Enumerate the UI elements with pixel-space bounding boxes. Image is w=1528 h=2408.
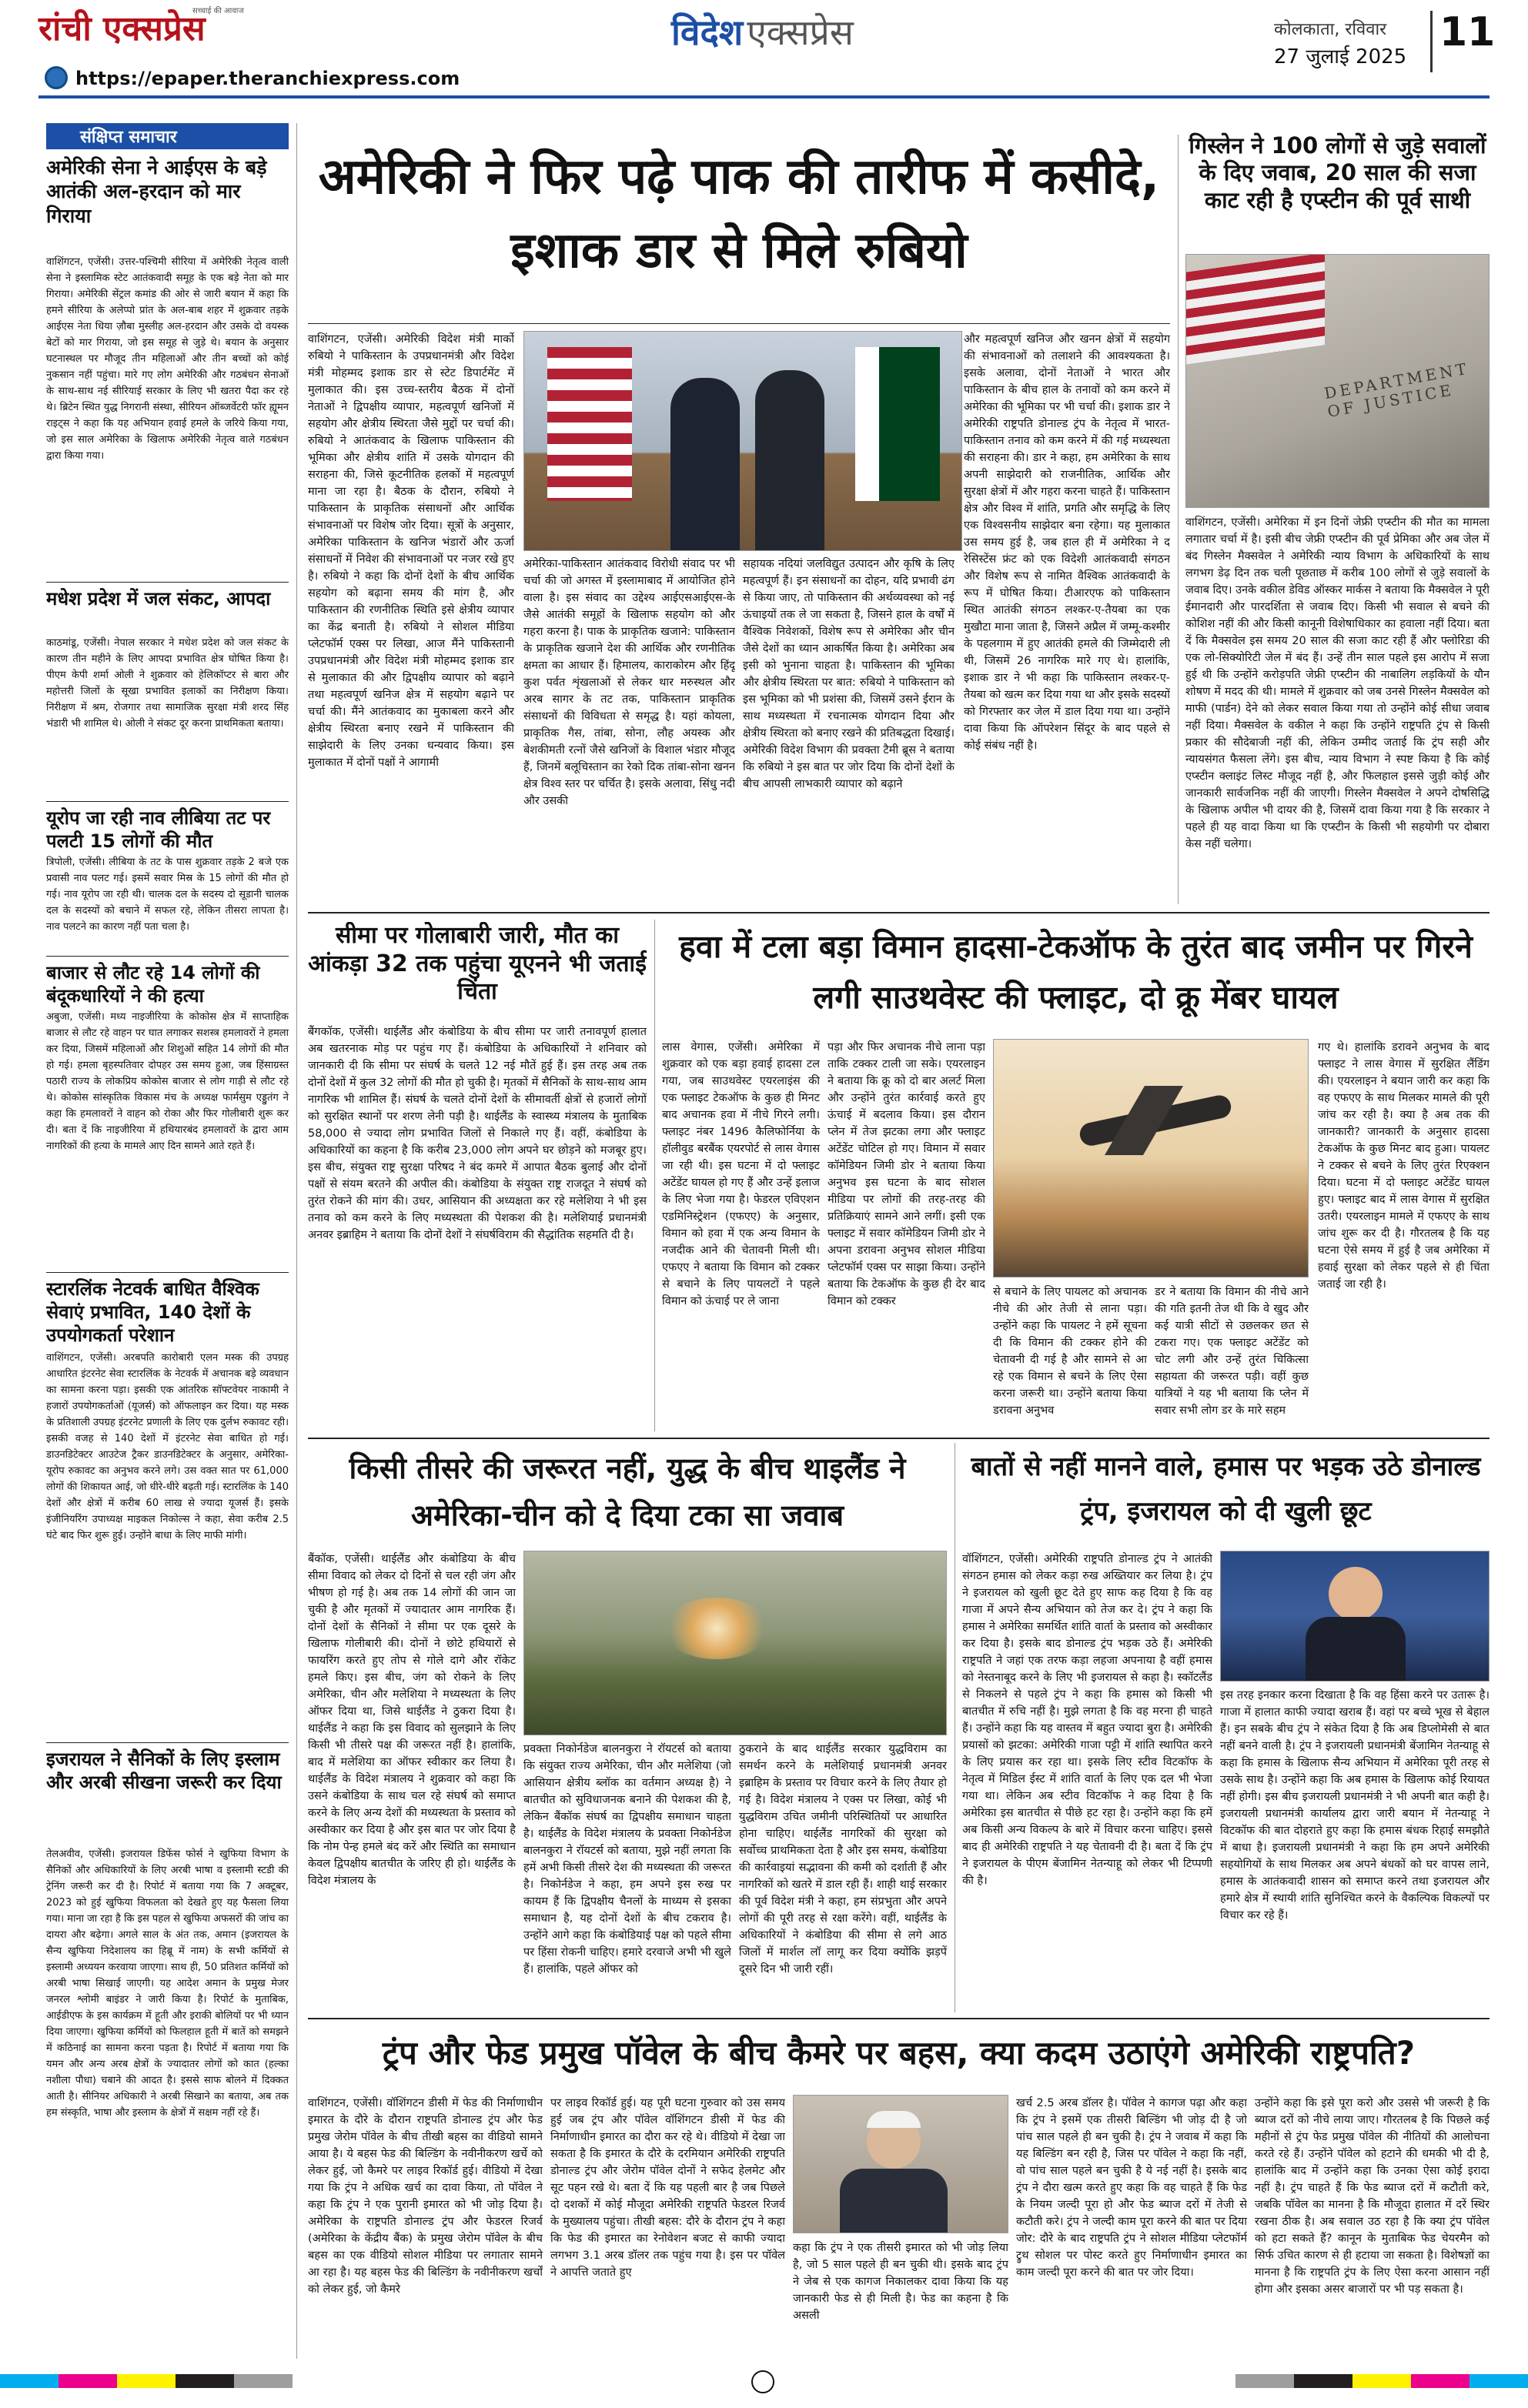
epstein-body: वाशिंगटन, एजेंसी। अमेरिका में इन दिनों जेफ्री एप्स्टीन की मौत का मामला लगातार चर्चा में है। इसी बीच जेफ्री एप्स्टीन की पूर्व प्रेमिका और अब जेल में बंद गिस्लेन मैक्सवेल ने अमेरिकी न्याय विभाग के अधिकारियों के साथ लगभग डेढ़ दिन तक चली पूछताछ में करीब 100 लोगों से जुड़े सवालों के जवाब दिए। उनके वकील डेविड ऑस्कर मार्कस ने बताया कि मैक्सवेल ने पूरी ईमानदारी और पारदर्शिता से जवाब दिए। किसी भी सवाल से बचने की कोशिश नहीं की और किसी कानूनी विशेषाधिकार का हवाला नहीं दिया। बता दें कि मैक्सवेल इस समय 20 साल की सजा काट रही हैं और फ्लोरिडा की एक लो-सिक्योरिटी जेल में बंद हैं। उन्हें तीन साल पहले इस आरोप में सजा हुई थी कि उन्होंने करोड़पति जेफ्री एप्स्टीन की नाबालिग लड़कियों के यौन शोषण में मदद की थी। मामले में शुक्रवार को जब उनसे गिस्लेन मैक्सवेल को माफी (पार्डन) देने को लेकर सवाल किया गया तो उन्होंने कोई सीधा जवाब नहीं दिया। मैक्सवेल के वकील ने कहा कि उन्होंने राष्ट्रपति ट्रंप से किसी प्रकार की सौदेबाजी नहीं की, लेकिन उम्मीद जताई कि ट्रंप सही और न्यायसंगत फैसला लेंगे। इस बीच, न्याय विभाग ने स्पष्ट किया है कि कोई एप्स्टीन क्लाइंट लिस्ट मौजूद नहीं है, और फिलहाल इससे जुड़ी कोई और जानकारी सार्वजनिक नहीं की जाएगी। गिस्लेन मैक्सवेल ने अपने दोषसिद्धि के खिलाफ अपील भी दायर की है, जिसमें दावा किया गया है कि सरकार ने पहले ही यह वादा किया था कि एप्स्टीन के किसी भी सहयोगी पर दोबारा केस नहीं चलेगा।	[1185, 516, 1490, 850]
plane-column: से बचाने के लिए पायलट को अचानक नीचे की ओर तेजी से लाना पड़ा। उन्होंने कहा कि पायलट ने हमें सूचना दी कि विमान की टक्कर होने की चेतावनी दी गई है और सामने से आ रहे एक विमान से बचने के लिए ऐसा करना जरूरी था। उन्होंने बताया किया डरावना अनुभव	[993, 1286, 1147, 1417]
globe-icon	[45, 66, 68, 89]
brief-body: वाशिंगटन, एजेंसी। अरबपति कारोबारी एलन मस्क की उपग्रह आधारित इंटरनेट सेवा स्टारलिंक के नेटवर्क में अचानक बड़े व्यवधान का सामना करना पड़ा। इसकी एक आंतरिक सॉफ्टवेयर नाकामी ने हजारों उपयोगकर्ताओं (यूजर्स) को ऑफलाइन कर दिया। यह मस्क के प्रतिशाली उपग्रह इंटरनेट प्रणाली के लिए एक दुर्लभ रुकावट रही। इसकी वजह से 140 देशों में इंटरनेट सेवा बाधित हो गई। डाउनडिटेक्टर आउटेज ट्रैकर डाउनडिटेक्टर के अनुसार, अमेरिका-यूरोप रुकावट का अनुभव करने लगे। उस वक्त सात पर 61,000 लोगों की शिकायत आई, जो धीरे-धीरे बढ़ती गई। स्टारलिंक के 140 देशों और क्षेत्रों में करीब 60 लाख से ज्यादा यूजर्स हैं। इसके इंजीनियरिंग उपाध्यक्ष माइकल निकोल्स ने कहा, सेवा करीब 2.5 घंटे बाद फिर शुरू हुई। उन्होंने बाधा के लिए माफी मांगी।	[46, 1352, 289, 1541]
powell-column: पर लाइव रिकॉर्ड हुई। यह पूरी घटना गुरुवार को उस समय हुई जब ट्रंप और पॉवेल वॉशिंगटन डीसी में फेड की निर्माणाधीन इमारत का दौरा कर रहे थे। वीडियो में देखा जा सकता है कि इमारत के दौरे के दरमियान अमेरिकी राष्ट्रपति डोनाल्ड ट्रंप और जेरोम पॉवेल दोनों ने सफेद हेलमेट और सूट पहन रखे थे। बता दें कि यह पहली बार है जब पिछले दो दशकों में कोई मौजूदा अमेरिकी राष्ट्रपति फेडरल रिजर्व के मुख्यालय पहुंचा। तीखी बहस: दौरे के दौरान ट्रंप ने कहा कि फेड की इमारत का रेनोवेशन बजट से काफी ज्यादा लगभग 3.1 अरब डॉलर तक पहुंच गया है। इस पर पॉवेल ने आपत्ति जताते हुए	[550, 2097, 785, 2279]
plane-headline: हवा में टला बड़ा विमान हादसा-टेकऑफ के तुरंत बाद जमीन पर गिरने लगी साउथवेस्ट की फ्लाइट, दो क्रू मेंबर घायल	[679, 928, 1473, 1016]
epstein-photo	[1185, 254, 1490, 508]
section-rule	[308, 912, 1490, 913]
plane-column: पड़ा और फिर अचानक नीचे लाना पड़ा ताकि टक्कर टाली जा सके। एयरलाइन ने बताया कि क्रू को दो बार अलर्ट मिला और उन्होंने तुरंत कार्रवाई करते हुए ऊंचाई में बदलाव किया। इस दौरान प्लेन में तेज झटका लगा और फ्लाइट अटेंडेंट चोटिल हो गए। विमान में सवार कॉमेडियन जिमी डोर ने बताया किया अनुभव इस घटना के बाद सोशल मीडिया पर लोगों की तरह-तरह की प्रतिक्रियाएं सामने आने लगीं। इसी एक फ्लाइट में सवार कॉमेडियन जिमी डोर ने अपना डरावना अनुभव सोशल मीडिया प्लेटफॉर्म एक्स पर साझा किया। उन्होंने बताया कि टेकऑफ के कुछ ही देर बाद विमान को टक्कर	[828, 1041, 985, 1308]
brief-title: स्टारलिंक नेटवर्क बाधित वैश्विक सेवाएं प्रभावित, 140 देशों के उपयोगकर्ता परेशान	[46, 1278, 259, 1346]
brief-title: बाजार से लौट रहे 14 लोगों की बंदूकधारियों ने की हत्या	[46, 962, 260, 1007]
brief-divider	[46, 956, 289, 957]
brief-title: मधेश प्रदेश में जल संकट, आपदा	[46, 588, 271, 610]
lead-photo	[523, 331, 962, 551]
color-bar-right	[1235, 2374, 1528, 2388]
sidebar	[46, 123, 289, 2363]
hamas-headline: बातों से नहीं मानने वाले, हमास पर भड़क उठे डोनाल्ड ट्रंप, इजरायल को दी खुली छूट	[971, 1451, 1481, 1527]
logo-text: रांची एक्सप्रेस	[38, 9, 206, 48]
thailand-photo	[523, 1551, 947, 1735]
sidebar-header-label: संक्षिप्त समाचार	[80, 128, 177, 147]
section-title-a: विदेश	[671, 12, 744, 53]
brief-body: तेलअवीव, एजेंसी। इजरायल डिफेंस फोर्स ने खुफिया विभाग के सैनिकों और अधिकारियों के लिए अरबी भाषा व इस्लामी स्टडी की ट्रेनिंग जरूरी कर दी है। रिपोर्ट में बताया गया कि 7 अक्टूबर, 2023 को हुई खुफिया विफलता को देखते हुए यह फैसला लिया गया। माना जा रहा है कि इस पहल से खुफिया अफसरों की जांच का दायरा और बढ़ेगा। अगले साल के अंत तक, अमान (इजरायल के सैन्य खुफिया निदेशालय का हिब्रू में नाम) के सभी कर्मियों से इस्लामी अध्ययन करवाया जाएगा। साथ ही, 50 प्रतिशत कर्मियों को अरबी भाषा सिखाई जाएगी। यह आदेश अमान के प्रमुख मेजर जनरल श्लोमी बाइंडर ने जारी किया है। रिपोर्ट के मुताबिक, आईडीएफ के इस कार्यक्रम में हूती और इराकी बोलियों पर भी ध्यान दिया जाएगा। खुफिया कर्मियों को फिलहाल हूती में बातें को समझने में कठिनाई का सामना करना पड़ता है। रिपोर्ट में बताया गया कि यमन और अन्य अरब क्षेत्रों के ज्यादातर लोगों को कात (हल्का नशीला पौधा) चबाने की आदत है। इससे साफ बोलने में दिक्कत आती है। सीनियर अधिकारी ने अरबी सिखाने का बताया, अब तक हम संस्कृति, भाषा और इस्लाम के क्षेत्रों में सक्षम नहीं रहे हैं।	[46, 1849, 289, 2119]
building-sign: DEPARTMENT OF JUSTICE	[1322, 359, 1471, 421]
thailand-headline: किसी तीसरे की जरूरत नहीं, युद्ध के बीच थाइलैंड ने अमेरिका-चीन को दे दिया टका सा जवाब	[349, 1451, 906, 1532]
column-divider	[1178, 135, 1179, 904]
lead-headline: अमेरिकी ने फिर पढ़े पाक की तारीफ में कसीदे, इशाक डार से मिले रुबियो	[318, 149, 1160, 279]
suit-icon	[840, 2169, 948, 2233]
date-line-1: कोलकाता, रविवार	[1274, 20, 1387, 39]
brief-body: अबुजा, एजेंसी। मध्य नाइजीरिया के कोकोस क्षेत्र में साप्ताहिक बाजार से लौट रहे वाहन पर घात लगाकर सशस्त्र हमलावरों ने हमला कर दिया, जिसमें महिलाओं और शिशुओं सहित 14 लोगों की मौत हो गई। हमला बृहस्पतिवार दोपहर उस समय हुआ, जब हिंसाग्रस्त पठारी राज्य के लोकप्रिय कोकोस बाजार से लोग गाड़ी से लौट रहे थे। कोकोस सांस्कृतिक विकास मंच के अध्यक्ष फार्मसुम एड्डुतंग ने कहा कि हमलावरों ने वाहन को रोका और फिर गोलीबारी शुरू कर दी। बता दें कि नाइजीरिया में हथियारबंद हमलावरों के द्वारा आम नागरिकों की हत्या के मामले आए दिन सामने आते रहते हैं।	[46, 1011, 289, 1152]
thailand-column: बैंकॉक, एजेंसी। थाईलैंड और कंबोडिया के बीच सीमा विवाद को लेकर दो दिनों से चल रही जंग और भीषण हो गई है। अब तक 14 लोगों की जान जा चुकी है और मृतकों में ज्यादातर आम नागरिक हैं। दोनों देशों के सैनिकों ने सीमा पर एक दूसरे के खिलाफ गोलीबारी की। दोनों ने छोटे हथियारों से फायरिंग करते हुए तोप से गोले दागे और रॉकेट हमले किए। इस बीच, जंग को रोकने के लिए अमेरिका, चीन और मलेशिया ने मध्यस्थता के लिए ऑफर दिया था, जिसे थाईलैंड ने ठुकरा दिया है। थाईलैंड ने कहा कि इस विवाद को सुलझाने के लिए किसी भी तीसरे पक्ष की जरूरत नहीं है। हालांकि, बाद में मलेशिया का ऑफर स्वीकार कर लिया है। थाईलैंड के विदेश मंत्रालय ने शुक्रवार को कहा कि उसने कंबोडिया के साथ चल रहे संघर्ष को समाप्त करने के लिए अन्य देशों की मध्यस्थता के प्रस्ताव को अस्वीकार कर दिया है और इस बात पर जोर दिया है कि नोम पेन्ह हमले बंद करें और स्थिति का समाधान केवल द्विपक्षीय बातचीत के जरिए ही हो। थाईलैंड के विदेश मंत्रालय के	[308, 1553, 516, 1887]
suit-icon	[1306, 1617, 1406, 1682]
border-body: बैंगकॉक, एजेंसी। थाईलैंड और कंबोडिया के बीच सीमा पर जारी तनावपूर्ण हालात अब खतरनाक मोड़ पर पहुंच गए हैं। कंबोडिया के अधिकारियों ने शनिवार को जानकारी दी कि सीमा पर संघर्ष के चलते 12 नई मौतें हुई हैं। इस तरह अब तक दोनों देशों में कुल 32 लोगों की मौत हो चुकी है। मृतकों में सैनिकों के साथ-साथ आम नागरिक भी शामिल हैं। संघर्ष के चलते दोनों देशों के सीमावर्ती क्षेत्रों से हजारों लोगों को सुरक्षित स्थानों पर शरण लेनी पड़ी है। थाईलैंड के स्वास्थ्य मंत्रालय के मुताबिक 58,000 से ज्यादा लोग प्रभावित जिलों से निकाले गए हैं। वहीं, कंबोडिया के अधिकारियों का कहना है कि करीब 23,000 लोग अपने घर छोड़ने को मजबूर हुए। इस बीच, संयुक्त राष्ट्र सुरक्षा परिषद ने बंद कमरे में आपात बैठक बुलाई और दोनों पक्षों से संयम बरतने की अपील की। कंबोडिया के संयुक्त राष्ट्र राजदूत ने संघर्ष को तुरंत रोकने की मांग की। उधर, आसियान की अध्यक्षता कर रहे मलेशिया ने भी इस तनाव को कम करने के लिए मध्यस्थता की पेशकश की है। मलेशियाई प्रधानमंत्री अनवर इब्राहिम ने बताया कि दोनों देशों ने संघर्षविराम की सैद्धांतिक सहमति दी है।	[308, 1026, 647, 1241]
explosion-icon	[663, 1598, 771, 1659]
hamas-photo	[1220, 1551, 1490, 1682]
lead-column: और महत्वपूर्ण खनिज और खनन क्षेत्रों में सहयोग की संभावनाओं को तलाशने की आवश्यकता है। इसके अलावा, दोनों नेताओं ने भारत और पाकिस्तान के बीच हाल के तनावों को कम करने में अमेरिका की भूमिका पर भी चर्चा की। इशाक डार ने अमेरिकी राष्ट्रपति डोनाल्ड ट्रंप के नेतृत्व में भारत-पाकिस्तान तनाव को कम करने में की गई मध्यस्थता की सराहना की। डार ने कहा, हम अमेरिका के साथ अपनी साझेदारी को राजनीतिक, आर्थिक और सुरक्षा क्षेत्रों में और गहरा करना चाहते हैं। पाकिस्तान क्षेत्र और विश्व में शांति, प्रगति और समृद्धि के लिए एक विश्वसनीय साझेदार बना रहेगा। यह मुलाकात उस समय हुई है, जब हाल ही में अमेरिका ने द रेसिस्टेंस फ्रंट को एक विदेशी आतंकवादी संगठन और विशेष रूप से नामित वैश्विक आतंकवादी के रूप में घोषित किया। टीआरएफ को पाकिस्तान स्थित आतंकी संगठन लश्कर-ए-तैयबा का एक मुखौटा माना जाता है, जिसने अप्रैल में जम्मू-कश्मीर के पहलगाम में हुए आतंकी हमले की जिम्मेदारी ली थी, जिसमें 26 नागरिक मारे गए थे। हालांकि, इशाक डार ने भी कहा कि पाकिस्तान लश्कर-ए-तैयबा को खत्म कर दिया गया था और इसके सदस्यों को गिरफ्तार कर जेल में डाल दिया गया था। उन्होंने दावा किया कि ऑपरेशन सिंदूर के बाद पहले से कोई संबंध नहीं है।	[964, 333, 1170, 752]
border-headline: सीमा पर गोलाबारी जारी, मौत का आंकड़ा 32 तक पहुंचा यूएनने भी जताई चिंता	[308, 922, 647, 1006]
brief-title: यूरोप जा रही नाव लीबिया तट पर पलटी 15 लोगों की मौत	[46, 807, 271, 852]
brief-body: वाशिंगटन, एजेंसी। उत्तर-पश्चिमी सीरिया में अमेरिकी नेतृत्व वाली सेना ने इस्लामिक स्टेट आतंकवादी समूह के एक बड़े नेता को मार गिराया। अमेरिकी सेंट्रल कमांड की ओर से जारी बयान में कहा कि हमने सीरिया के अलेप्पो प्रांत के अल-बाब शहर में शुक्रवार तड़के आईएस नेता धिया ज़ौबा मुस्लीह अल-हरदान और उसके दो वयस्क बेटों को मार गिराया, जो इस समूह से जुड़े थे। बयान के अनुसार घटनास्थल पर मौजूद तीन महिलाओं और तीन बच्चों को कोई नुकसान नहीं पहुंचा। मारे गए लोग अमेरिकी और गठबंधन सेनाओं के साथ-साथ नई सीरियाई सरकार के लिए भी खतरा पैदा कर रहे थे। ब्रिटेन स्थित युद्ध निगरानी संस्था, सीरियन ऑब्जर्वेटरी फॉर ह्यूमन राइट्स ने कहा कि यह अभियान हवाई हमले के जरिये किया गया, जो इस साल अमेरिका के खिलाफ अमेरिकी नेतृत्व वाले गठबंधन द्वारा किया गया।	[46, 256, 289, 462]
plane-column: लास वेगास, एजेंसी। अमेरिका में शुक्रवार को एक बड़ा हवाई हादसा टल गया, जब साउथवेस्ट एयरलाइंस की एक फ्लाइट टेकऑफ के कुछ ही मिनट बाद अचानक हवा में नीचे गिरने लगी। फ्लाइट नंबर 1496 कैलिफोर्निया के हॉलीवुड बरबैंक एयरपोर्ट से लास वेगास जा रही थी। इस घटना में दो फ्लाइट अटेंडेंट घायल हो गए हैं और उन्हें इलाज के लिए भेजा गया है। फेडरल एविएशन एडमिनिस्ट्रेशन (एफएए) के अनुसार, विमान को हवा में एक अन्य विमान के नजदीक आने की चेतावनी मिली थी। एफएए ने बताया कि विमान को टक्कर से बचाने के लिए पायलटों ने पहले विमान को ऊंचाई पर ले जाना	[662, 1041, 820, 1308]
section-rule	[308, 2018, 1490, 2019]
section-title-b: एक्सप्रेस	[747, 12, 854, 53]
sidebar-header	[46, 123, 289, 149]
page-divider	[1430, 11, 1433, 72]
epstein-headline: गिस्लेन ने 100 लोगों से जुड़े सवालों के दिए जवाब, 20 साल की सजा काट रही है एप्स्टीन की पूर्व साथी	[1189, 132, 1486, 213]
masthead-rule	[38, 95, 1490, 99]
section-title	[671, 8, 964, 62]
column-divider	[654, 920, 655, 1431]
brief-item	[46, 1277, 289, 1738]
powell-photo	[793, 2095, 1008, 2233]
logo	[38, 6, 293, 57]
powell-headline: ट्रंप और फेड प्रमुख पॉवेल के बीच कैमरे पर बहस, क्या कदम उठाएंगे अमेरिकी राष्ट्रपति?	[382, 2034, 1416, 2072]
brief-title: अमेरिकी सेना ने आईएस के बड़े आतंकी अल-हरदान को मार गिराया	[46, 156, 267, 227]
person-right-icon	[755, 370, 824, 551]
date-line-2: 27 जुलाई 2025	[1274, 45, 1407, 68]
brief-body: त्रिपोली, एजेंसी। लीबिया के तट के पास शुक्रवार तड़के 2 बजे एक प्रवासी नाव पलट गई। इसमें सवार मिस्र के 15 लोगों की मौत हो गई। नाव यूरोप जा रही थी। चालक दल के सदस्य दो सूडानी चालक दल के सदस्यों को बचाने में सफल रहे, लेकिन तीसरा लापता है। नाव पलटने का कारण नहीं पता चला है।	[46, 857, 289, 933]
hair-icon	[867, 2111, 921, 2128]
hamas-column: वॉशिंगटन, एजेंसी। अमेरिकी राष्ट्रपति डोनाल्ड ट्रंप ने आतंकी संगठन हमास को लेकर कड़ा रुख अख्तियार कर लिया है। ट्रंप ने इजरायल को खुली छूट देते हुए साफ कह दिया है कि वह गाजा में अपने सैन्य अभियान को तेज कर दे। ट्रंप ने कहा कि हमास ने अमेरिका समर्थित शांति वार्ता के प्रस्ताव को अस्वीकार कर दिया है। इसके बाद डोनाल्ड ट्रंप भड़क उठे हैं। अमेरिकी राष्ट्रपति ने जहां एक तरफ कड़ा लहजा अपनाया है वहीं हमास को नेस्तनाबूद करने के लिए भी इजरायल से कहा है। स्कॉटलैंड से निकलने से पहले ट्रंप ने कहा कि हमास को किसी भी बातचीत में रुचि नहीं है। मुझे लगता है कि वह मरना ही चाहते हैं। उन्होंने कहा कि यह वास्तव में बहुत ज्यादा बुरा है। अमेरिकी प्रयासों को झटका: अमेरिकी गाजा पट्टी में शांति स्थापित करने के लिए प्रयास कर रहा था। इसके लिए स्टीव विटकॉफ के नेतृत्व में मिडिल ईस्ट में शांति वार्ता के लिए एक दल भी भेजा गया था। लेकिन अब स्टीव विटकॉफ ने कह दिया है कि अमेरिका इस बातचीत से पीछे हट रहा है। उन्होंने कहा कि हमें अब किसी अन्य विकल्प के बारे में विचार करना चाहिए। इससे बाद ही अमेरिकी राष्ट्रपति ने यह चेतावनी दी है। बता दें कि ट्रंप ने इजरायल के पीएम बेंजामिन नेतन्याहू को लेकर भी टिप्पणी की है।	[962, 1553, 1212, 1887]
section-rule	[308, 1438, 1490, 1439]
brief-divider	[46, 1272, 289, 1273]
thailand-column: ठुकराने के बाद थाईलैंड सरकार युद्धविराम का समर्थन करने के मलेशियाई प्रधानमंत्री अनवर इब्राहिम के प्रस्ताव पर विचार करने के लिए तैयार हो गई है। विदेश मंत्रालय ने एक्स पर लिखा, कोई भी युद्धविराम उचित जमीनी परिस्थितियों पर आधारित होना चाहिए। थाईलैंड नागरिकों की सुरक्षा को सर्वोच्च प्राथमिकता देता है और इस समय, कंबोडिया की कार्रवाइयां सद्भावना की कमी को दर्शाती हैं और नागरिकों को खतरे में डाल रही हैं। शाही थाई सरकार की पूर्व विदेश मंत्री ने कहा, हम संप्रभुता और अपने लोगों की पूरी तरह से रक्षा करेंगे। वहीं, थाईलैंड के अधिकारियों ने कंबोडिया की सीमा से लगे आठ जिलों में मार्शल लॉ लागू कर दिया क्योंकि झड़पें दूसरे दिन भी जारी रहीं।	[739, 1743, 947, 1975]
plane-column: गए थे। हालांकि डरावने अनुभव के बाद फ्लाइट ने लास वेगास में सुरक्षित लैंडिंग की। एयरलाइन ने बयान जारी कर कहा कि वह एफएए के साथ मिलकर मामले की पूरी जांच कर रही है। क्या है अब तक की जानकारी? जानकारी के अनुसार हादसा टेकऑफ के कुछ मिनट बाद हुआ। पायलट ने टक्कर से बचने के लिए तुरंत रिएक्शन दिया। घटना में दो फ्लाइट अटेंडेंट घायल हुए। फ्लाइट बाद में लास वेगास में सुरक्षित उतरी। एयरलाइन मामले में एफएए के साथ जांच शुरू कर दी है। गौरतलब है कि यह घटना ऐसे समय में हुई है जब अमेरिका में हवाई सुरक्षा को लेकर पहले से ही चिंता जताई जा रही है।	[1318, 1041, 1490, 1291]
powell-column: उन्होंने कहा कि इसे पूरा करो और उससे भी जरूरी है कि ब्याज दरों को नीचे लाया जाए। गौरतलब है कि पिछले कई महीनों से ट्रंप फेड प्रमुख पॉवेल की नीतियों की आलोचना करते रहे हैं। उन्होंने पॉवेल को हटाने की धमकी भी दी है, हालांकि बाद में उन्होंने कहा कि उनका ऐसा कोई इरादा नहीं है। ट्रंप चाहते हैं कि फेड ब्याज दरों में कटौती करे, जबकि पॉवेल का मानना है कि मौजूदा हालात में दरें स्थिर रखना ठीक है। अब सवाल उठ रहा है कि क्या ट्रंप पॉवेल को हटा सकते हैं? कानून के मुताबिक फेड चेयरमैन को सिर्फ उचित कारण से ही हटाया जा सकता है। विशेषज्ञों का मानना है कि राष्ट्रपति ट्रंप के लिए ऐसा करना आसान नहीं होगा और इसका असर बाजारों पर भी पड़ सकता है।	[1255, 2097, 1490, 2296]
lead-column: अमेरिका-पाकिस्तान आतंकवाद विरोधी संवाद पर भी चर्चा की जो अगस्त में इस्लामाबाद में आयोजित होने वाला है। इस संवाद का उद्देश्य आईएसआईएस-के जैसे आतंकी समूहों के खिलाफ सहयोग को और गहरा करना है। पाक के प्राकृतिक खजाने: पाकिस्तान के प्राकृतिक खजाने देश की आर्थिक और रणनीतिक क्षमता का आधार हैं। हिमालय, काराकोरम और हिंदू कुश पर्वत शृंखलाओं से लेकर थार मरुस्थल और अरब सागर के तट तक, पाकिस्तान प्राकृतिक संसाधनों की विविधता से समृद्ध है। यहां कोयला, प्राकृतिक गैस, तांबा, सोना, लौह अयस्क और बेशकीमती रत्नों जैसे खनिजों के विशाल भंडार मौजूद हैं, जिनमें बलूचिस्तान का रेको दिक तांबा-सोना खनन क्षेत्र विश्व स्तर पर चर्चित है। इसके अलावा, सिंधु नदी और उसकी	[523, 558, 735, 807]
lead-column: वाशिंगटन, एजेंसी। अमेरिकी विदेश मंत्री मार्को रुबियो ने पाकिस्तान के उपप्रधानमंत्री और विदेश मंत्री मोहम्मद इशाक डार से स्टेट डिपार्टमेंट में मुलाकात की। इस उच्च-स्तरीय बैठक में दोनों नेताओं ने द्विपक्षीय व्यापार, महत्वपूर्ण खनिजों में सहयोग और क्षेत्रीय स्थिरता जैसे मुद्दों पर चर्चा की। रुबियो ने आतंकवाद के खिलाफ पाकिस्तान की भूमिका और क्षेत्रीय शांति में उसके योगदान की सराहना की, जिसे कूटनीतिक हलकों में महत्वपूर्ण माना जा रहा है। बैठक के दौरान, रुबियो ने पाकिस्तान के प्राकृतिक संसाधनों और आर्थिक संभावनाओं पर विशेष जोर दिया। सूत्रों के अनुसार, अमेरिका पाकिस्तान के खनिज भंडारों और ऊर्जा संसाधनों में निवेश की संभावनाओं पर नजर रखे हुए है। रुबियो ने कहा कि दोनों देशों के बीच आर्थिक सहयोग को बढ़ाना समय की मांग है, और पाकिस्तान की रणनीतिक स्थिति इसे क्षेत्रीय व्यापार का केंद्र बनाती है। रुबियो ने सोशल मीडिया प्लेटफॉर्म एक्स पर लिखा, आज मैंने पाकिस्तानी उपप्रधानमंत्री और विदेश मंत्री मोहम्मद इशाक डार से मुलाकात की और द्विपक्षीय व्यापार को बढ़ाने तथा महत्वपूर्ण खनिज क्षेत्र में सहयोग बढ़ाने पर चर्चा की। मैंने आतंकवाद का मुकाबला करने और क्षेत्रीय स्थिरता बनाए रखने में पाकिस्तान की साझेदारी के लिए उनका धन्यवाद किया। इस मुलाकात में दोनों पक्षों ने आगामी	[308, 333, 514, 769]
hamas-column: इस तरह इनकार करना दिखाता है कि वह हिंसा करने पर उतारू है। गाजा में हालात काफी ज्यादा खराब हैं। वहां पर बच्चे भूख से बेहाल हैं। इन सबके बीच ट्रंप ने संकेत दिया है कि अब डिप्लोमेसी से बात नहीं बनने वाली है। ट्रंप ने इजरायली प्रधानमंत्री बेंजामिन नेतन्याहू से कहा कि हमास के खिलाफ सैन्य अभियान में अमेरिका पूरी तरह से उसके साथ है। उन्होंने कहा कि अब हमास के खिलाफ कोई रियायत नहीं होगी। इस बीच इजरायली प्रधानमंत्री ने भी अपनी बात कही है। इजरायली प्रधानमंत्री कार्यालय द्वारा जारी बयान में नेतन्याहू ने विटकॉफ की बात दोहराते हुए कहा कि हमास बंधक रिहाई समझौते में बाधा है। इजरायली प्रधानमंत्री ने कहा कि हम अपने अमेरिकी सहयोगियों के साथ मिलकर अब अपने बंधकों को घर वापस लाने, हमास के आतंकवादी शासन को समाप्त करने तथा इजरायल और हमारे क्षेत्र में स्थायी शांति सुनिश्चित करने के वैकल्पिक विकल्पों पर विचार कर रहे हैं।	[1220, 1689, 1490, 1922]
flag-icon	[1186, 254, 1325, 365]
person-left-icon	[670, 378, 740, 551]
person-icon	[1329, 1567, 1383, 1621]
masthead	[0, 0, 1528, 100]
plane-column: डर ने बताया कि विमान की नीचे आने की गति इतनी तेज थी कि वे खुद और कई यात्री सीटों से उछलकर छत से टकरा गए। एक फ्लाइट अटेंडेंट को चोट लगी और उन्हें तुरंत चिकित्सा सहायता की जरूरत पड़ी। वहीं कुछ यात्रियों ने यह भी बताया कि प्लेन में सवार सभी लोग डर के मारे सहम	[1155, 1286, 1309, 1417]
logo-tagline: सच्चाई की आवाज	[192, 7, 244, 15]
brief-body: काठमांडू, एजेंसी। नेपाल सरकार ने मधेश प्रदेश को जल संकट के कारण तीन महीने के लिए आपदा प्रभावित क्षेत्र घोषित किया है। पीएम केपी शर्मा ओली ने शुक्रवार को हेलिकॉप्टर से बारा और महोत्तरी जिलों के सूखा प्रभावित इलाकों का निरीक्षण किया। निरीक्षण में श्रम, रोजगार तथा सामाजिक सुरक्षा मंत्री शरद सिंह भंडारी भी शामिल थे। ओली ने संकट दूर करना प्राथमिकता बताया।	[46, 637, 289, 730]
thailand-column: प्रवक्ता निकोर्नडेज बालनकुरा ने रॉयटर्स को बताया कि संयुक्त राज्य अमेरिका, चीन और मलेशिया (जो आसियान क्षेत्रीय ब्लॉक का वर्तमान अध्यक्ष है) ने बातचीत को सुविधाजनक बनाने की पेशकश की है, लेकिन बैंकॉक संघर्ष का द्विपक्षीय समाधान चाहता है। थाईलैंड के विदेश मंत्रालय के प्रवक्ता निकोर्नडेज बालनकुरा ने रॉयटर्स को बताया, मुझे नहीं लगता कि हमें अभी किसी तीसरे देश की मध्यस्थता की जरूरत है। निकोर्नडेज ने कहा, हम अपने इस रुख पर कायम हैं कि द्विपक्षीय चैनलों के माध्यम से इसका समाधान है, यह दोनों देशों के बीच टकराव है। उन्होंने आगे कहा कि कंबोडियाई पक्ष को पहले सीमा पर हिंसा रोकनी चाहिए। हमारे दरवाजे अभी भी खुले हैं। हालांकि, पहले ऑफर को	[523, 1743, 731, 1975]
brief-item	[46, 807, 289, 951]
page-number: 11	[1439, 9, 1496, 55]
brief-title: इजरायल ने सैनिकों के लिए इस्लाम और अरबी सीखना जरूरी कर दिया	[46, 1748, 282, 1793]
powell-column: वाशिंगटन, एजेंसी। वॉशिंगटन डीसी में फेड की निर्माणाधीन इमारत के दौरे के दौरान राष्ट्रपति डोनाल्ड ट्रंप और फेड प्रमुख जेरोम पॉवेल के बीच तीखी बहस का वीडियो सामने आया है। ये बहस फेड की बिल्डिंग के नवीनीकरण खर्चे को लेकर हुई, जो कैमरे पर लाइव रिकॉर्ड हुई। वीडियो में देखा गया कि ट्रंप ने अधिक खर्च का दावा किया, तो पॉवेल ने कहा कि ट्रंप ने एक पुरानी इमारत को भी जोड़ दिया है। अमेरिका के राष्ट्रपति डोनाल्ड ट्रंप और फेडरल रिजर्व (अमेरिका के केंद्रीय बैंक) के प्रमुख जेरोम पॉवेल के बीच बहस का एक वीडियो सोशल मीडिया पर लगातार सामने आ रहा है। यह बहस फेड की बिल्डिंग के नवीनीकरण खर्चों को लेकर हुई, जो कैमरे	[308, 2097, 543, 2296]
brief-item	[46, 1748, 289, 2363]
brief-item	[46, 155, 289, 577]
brief-divider	[46, 801, 289, 802]
brief-divider	[46, 582, 289, 583]
sidebar-divider	[296, 123, 297, 2359]
brief-divider	[46, 1742, 289, 1743]
powell-column: खर्च 2.5 अरब डॉलर है। पॉवेल ने कागज पढ़ा और कहा कि ट्रंप ने इसमें एक तीसरी बिल्डिंग भी जोड़ दी है जो पांच साल पहले ही बन चुकी है। ट्रंप ने जवाब में कहा कि यह बिल्डिंग बन रही है, जिस पर पॉवेल ने कहा कि नहीं, वो पांच साल पहले बन चुकी है ये नई नहीं है। इसके बाद ट्रंप ने दौरा खत्म करते हुए कहा कि वह चाहते हैं कि फेड के नियम जल्दी पूरा हो और फेड ब्याज दरों में तेजी से कटौती करे। ट्रंप ने जल्दी काम पूरा करने की बात पर दिया जोर: दौरे के बाद राष्ट्रपति ट्रंप ने सोशल मीडिया प्लेटफॉर्म ट्रुथ सोशल पर पोस्ट करते हुए निर्माणाधीन इमारत का काम जल्दी पूरा करने की बात पर जोर दिया।	[1016, 2097, 1247, 2279]
brief-item	[46, 961, 289, 1267]
lead-divider	[308, 323, 1170, 324]
lead-column: सहायक नदियां जलविद्युत उत्पादन और कृषि के लिए महत्वपूर्ण हैं। इन संसाधनों का दोहन, यदि प्रभावी ढंग से किया जाए, तो पाकिस्तान की अर्थव्यवस्था को नई ऊंचाइयों तक ले जा सकता है, जिसने हाल के वर्षों में वैश्विक निवेशकों, विशेष रूप से अमेरिका और चीन जैसे देशों का ध्यान आकर्षित किया है। अमेरिका अब इसी को भुनाना चाहता है। पाकिस्तान की भूमिका और क्षेत्रीय स्थिरता पर बात: रुबियो ने पाकिस्तान को इस भूमिका को भी प्रशंसा की, जिसमें उसने ईरान के साथ मध्यस्थता में रचनात्मक योगदान दिया और क्षेत्रीय स्थिरता को बनाए रखने की प्रतिबद्धता दिखाई। अमेरिकी विदेश विभाग की प्रवक्ता टैमी ब्रूस ने बताया कि रुबियो ने इस बात पर जोर दिया कि दोनों देशों के बीच आपसी लाभकारी व्यापार को बढ़ाने	[743, 558, 955, 790]
flag-right-icon	[855, 347, 940, 501]
plane-photo	[993, 1039, 1309, 1277]
registration-mark-icon	[751, 2370, 774, 2393]
color-bar-left	[0, 2374, 293, 2388]
flag-left-icon	[547, 347, 632, 501]
powell-column: कहा कि ट्रंप ने एक तीसरी इमारत को भी जोड़ लिया है, जो 5 साल पहले ही बन चुकी थी। इसके बाद ट्रंप ने जेब से एक कागज निकालकर दावा किया कि यह जानकारी फेड से ही मिली है। फेड का कहना है कि असली	[793, 2242, 1008, 2322]
epaper-url[interactable]: https://epaper.theranchiexpress.com	[75, 68, 460, 89]
brief-item	[46, 587, 289, 797]
